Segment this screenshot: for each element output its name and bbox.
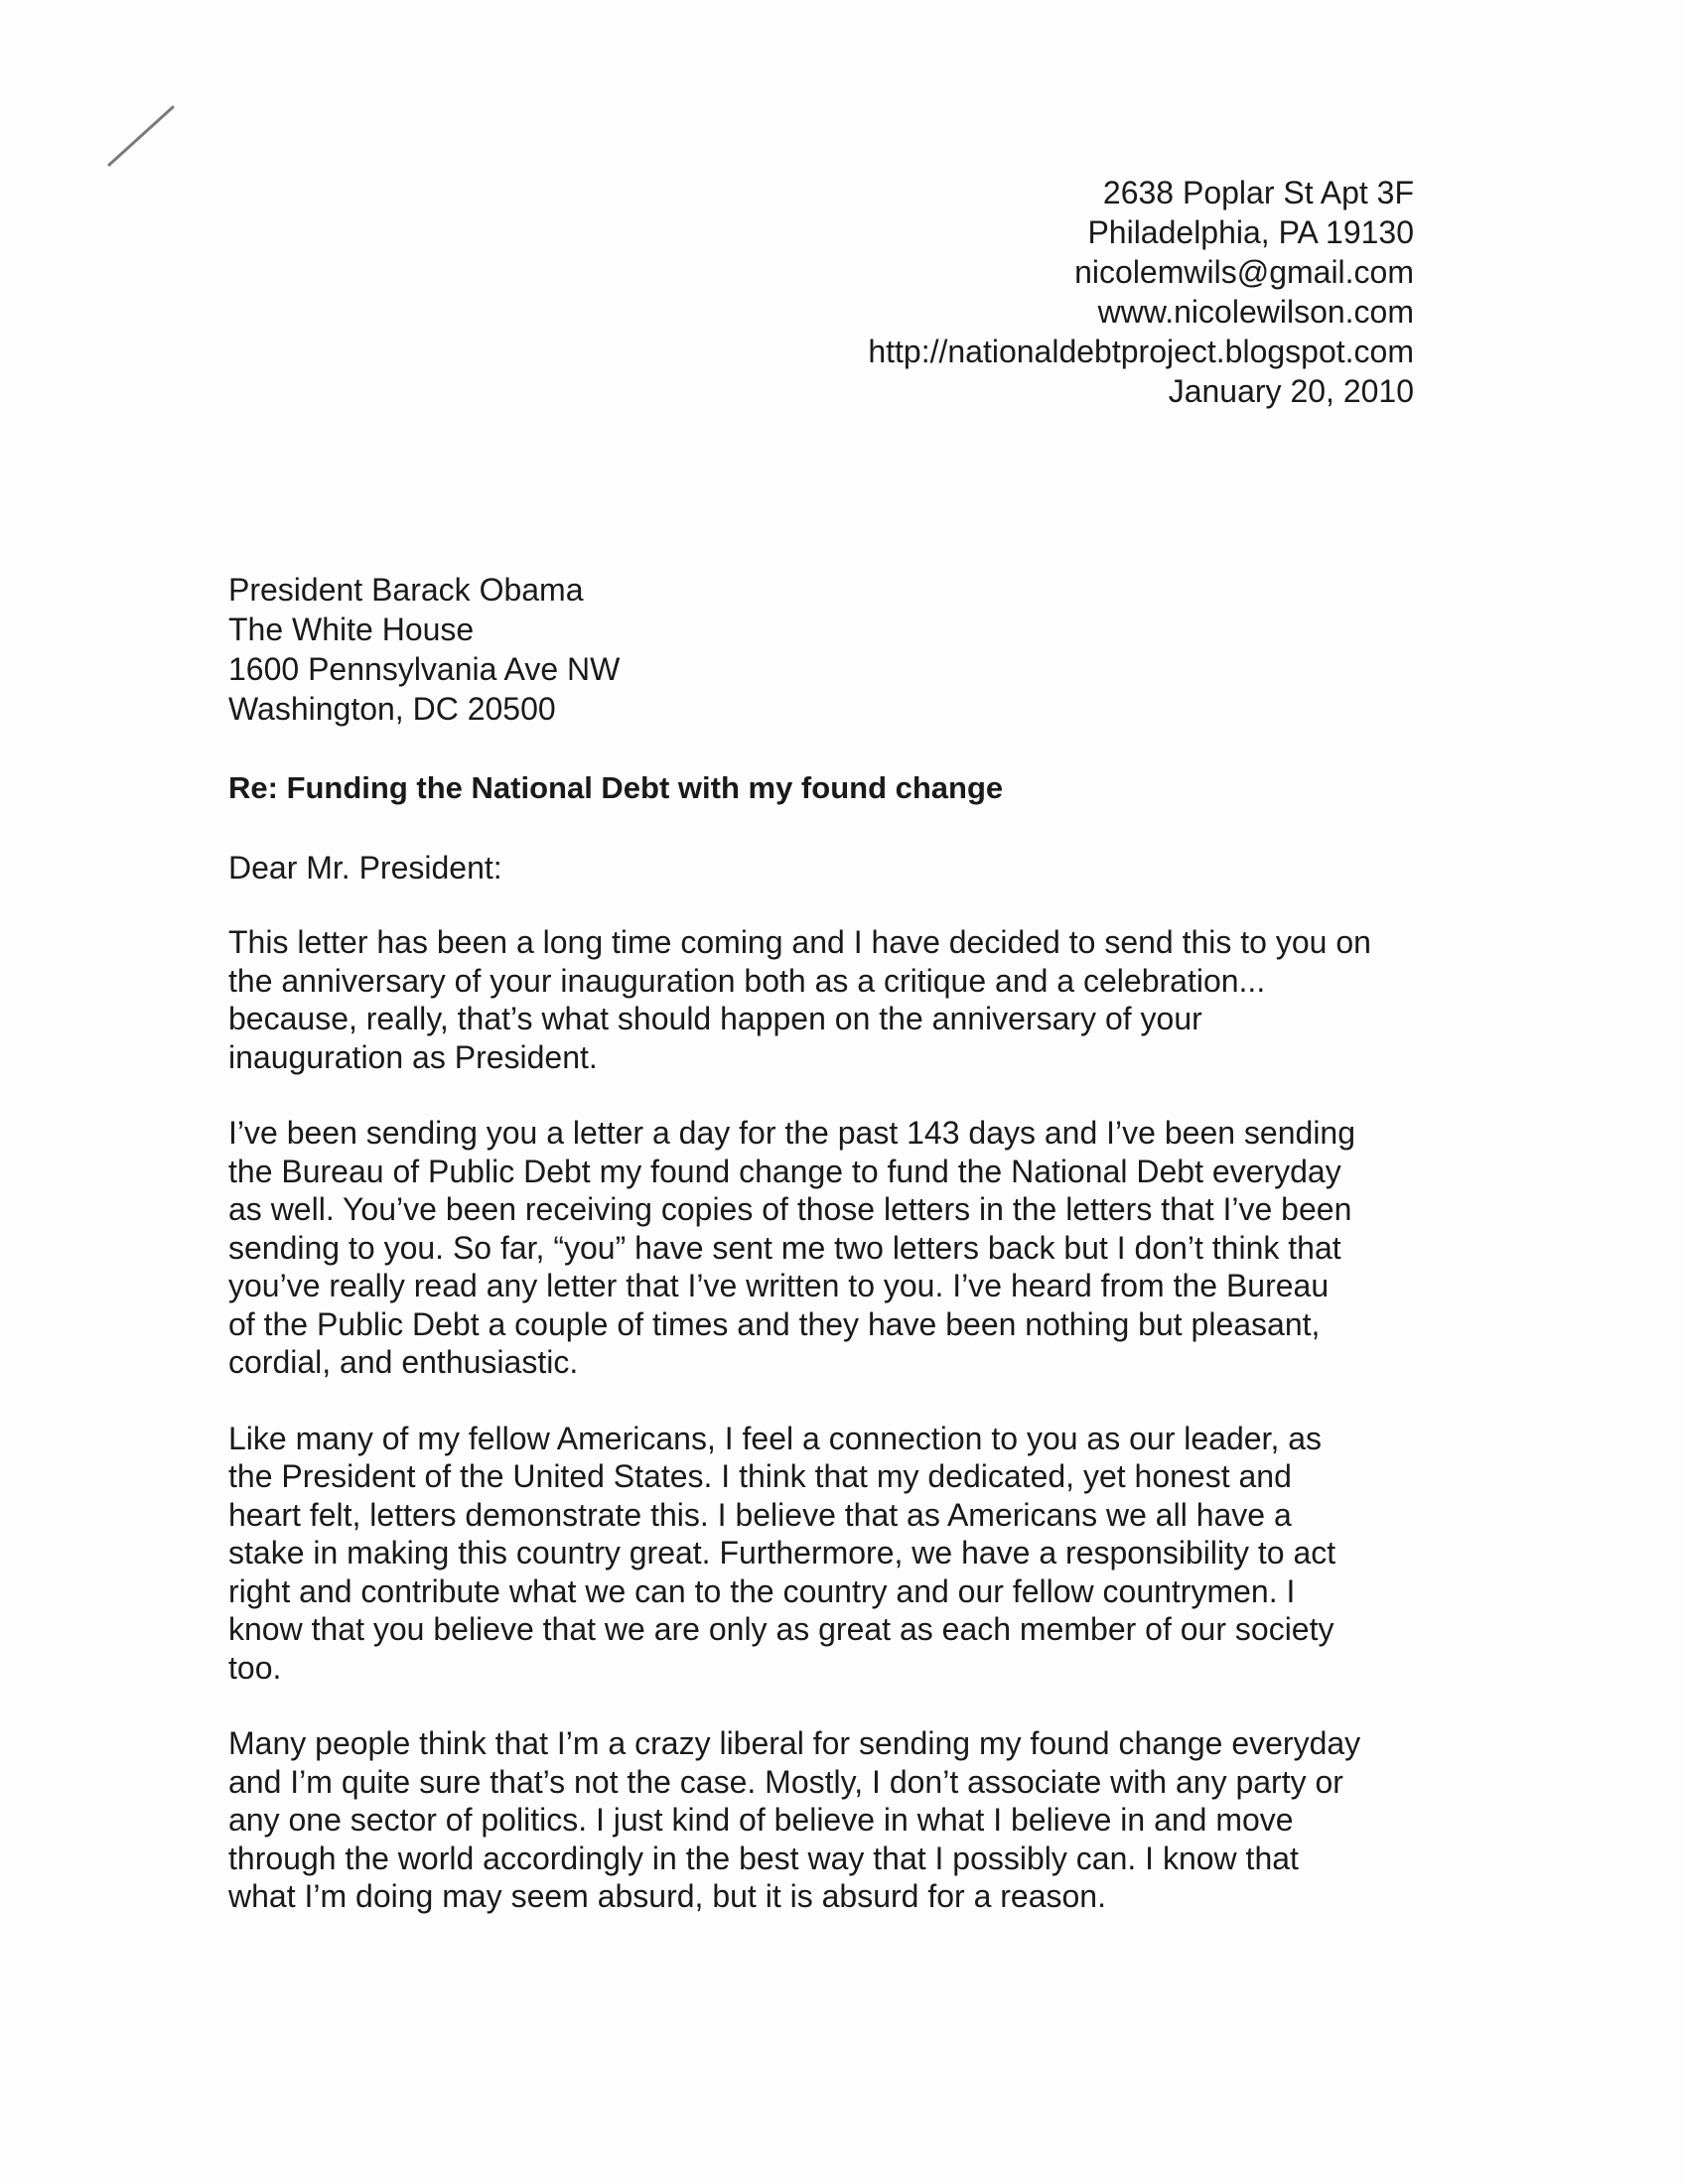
body-line: any one sector of politics. I just kind of believe in what I believe in and move (228, 1802, 1294, 1838)
body-line: the anniversary of your inauguration both as a critique and a celebration... (228, 962, 1266, 999)
salutation: Dear Mr. President: (228, 850, 502, 886)
sender-email: nicolemwils@gmail.com (1074, 254, 1414, 290)
body-line: Many people think that I’m a crazy liberal for sending my found change everyday (228, 1725, 1361, 1761)
recipient-block (228, 570, 620, 729)
paragraph (228, 1420, 1450, 1688)
sender-address-line1: 2638 Poplar St Apt 3F (1102, 175, 1414, 210)
sender-blog: http://nationaldebtproject.blogspot.com (868, 334, 1414, 369)
body-line: the Bureau of Public Debt my found change to fund the National Debt everyday (228, 1153, 1341, 1189)
paragraph (228, 1114, 1450, 1382)
body-line: know that you believe that we are only as great as each member of our society (228, 1611, 1334, 1647)
sender-address-line2: Philadelphia, PA 19130 (1087, 214, 1414, 250)
body-line: I’ve been sending you a letter a day for the past 143 days and I’ve been sending (228, 1115, 1356, 1151)
body-line: through the world accordingly in the best way that I possibly can. I know that (228, 1840, 1299, 1876)
body-line: too. (228, 1649, 282, 1686)
body-line: as well. You’ve been receiving copies of those letters in the letters that I’ve been (228, 1191, 1352, 1227)
recipient-city: Washington, DC 20500 (228, 691, 556, 727)
body-line: sending to you. So far, “you” have sent me two letters back but I don’t think that (228, 1229, 1341, 1266)
body-line: heart felt, letters demonstrate this. I believe that as Americans we all have a (228, 1496, 1292, 1533)
body-line: and I’m quite sure that’s not the case. Mostly, I don’t associate with any party or (228, 1763, 1343, 1800)
body-line: because, really, that’s what should happen on the anniversary of your (228, 1001, 1202, 1036)
body-line: This letter has been a long time coming and I have decided to send this to you on (228, 924, 1371, 960)
body-line: inauguration as President. (228, 1038, 598, 1075)
recipient-org: The White House (228, 612, 475, 647)
body-line: you’ve really read any letter that I’ve written to you. I’ve heard from the Bureau (228, 1268, 1330, 1303)
body-line: the President of the United States. I think that my dedicated, yet honest and (228, 1458, 1292, 1494)
sender-block (868, 173, 1414, 411)
body-line: what I’m doing may seem absurd, but it is absurd for a reason. (228, 1878, 1106, 1914)
body-line: of the Public Debt a couple of times and they have been nothing but pleasant, (228, 1305, 1321, 1342)
body-line: right and contribute what we can to the country and our fellow countrymen. I (228, 1572, 1296, 1609)
paragraph (228, 1724, 1450, 1916)
body-line: cordial, and enthusiastic. (228, 1344, 579, 1380)
paragraph (228, 923, 1450, 1076)
body-line: stake in making this country great. Furthermore, we have a responsibility to act (228, 1535, 1336, 1570)
pen-stroke-mark (107, 103, 177, 169)
recipient-street: 1600 Pennsylvania Ave NW (228, 651, 621, 687)
sender-website: www.nicolewilson.com (1097, 294, 1414, 330)
letter-date: January 20, 2010 (1168, 373, 1414, 409)
recipient-name: President Barack Obama (228, 572, 584, 608)
letter-body (228, 923, 1450, 1954)
subject-line: Re: Funding the National Debt with my found change (228, 770, 1004, 805)
body-line: Like many of my fellow Americans, I feel a connection to you as our leader, as (228, 1420, 1323, 1456)
